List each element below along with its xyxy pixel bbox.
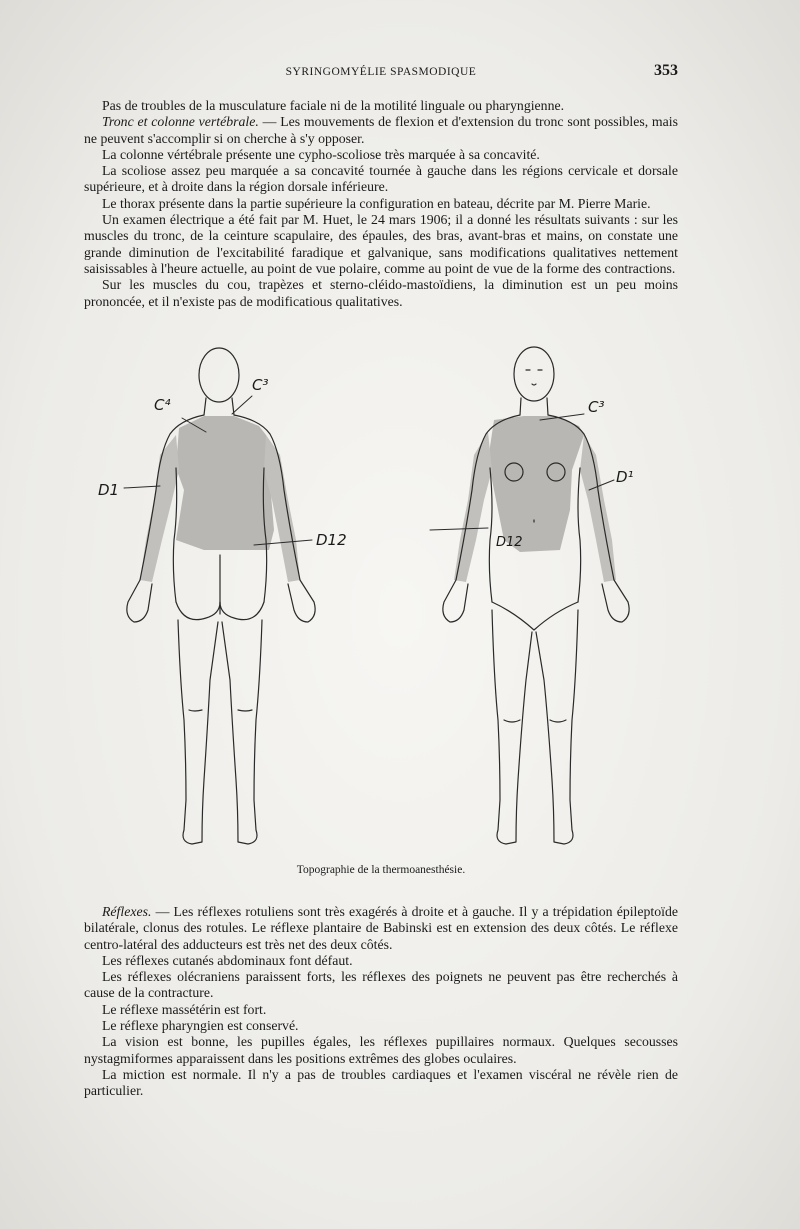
back-shaded-region — [176, 416, 274, 550]
reflexes-text: — Les réflexes rotuliens sont très exagérés à droite et à gauche. Il y a trépidation épileptoïde bilatérale, clonus des rotules. Le réflexe plantaire de Babinski est en extension des deux côtés. Le réflexe centro-latéral des adducteurs est très net des deux côtés. — [84, 904, 678, 952]
tronc-label: Tronc et colonne vertébrale. — [102, 114, 259, 130]
paragraph-examen: Un examen électrique a été fait par M. Huet, le 24 mars 1906; il a donné les résultats suivants : sur les muscles du tronc, de la ceinture scapulaire, des épaules, des bras, avant-bras et mains, on constate une grande diminution de l'excitabilité faradique et galvanique, sans modifications qualitatives nettement saisissables à l'heure actuelle, au point de vue polaire, comme au point de vue de la forme des contractions. — [84, 212, 678, 276]
front-d12-label: D12 — [496, 535, 523, 550]
paragraph-cutanes: Les réflexes cutanés abdominaux font défaut. — [102, 952, 353, 968]
paragraph-tronc — [84, 114, 678, 147]
back-c3-label: C³ — [252, 376, 269, 394]
back-figure — [124, 348, 315, 844]
paragraph-vision: La vision est bonne, les pupilles égales, les réflexes pupillaires normaux. Quelques secousses nystagmiformes apparaissent dans les positions extrêmes des globes oculaires. — [84, 1034, 678, 1066]
paragraph-thorax: Le thorax présente dans la partie supérieure la configuration en bateau, décrite par M. Pierre Marie. — [102, 195, 651, 211]
figure-caption: Topographie de la thermoanesthésie. — [296, 864, 466, 876]
back-c4-label: C⁴ — [154, 396, 171, 414]
paragraph-colonne: La colonne vértébrale présente une cypho-scoliose très marquée à sa concavité. — [102, 146, 540, 162]
page-header — [84, 62, 678, 86]
page-number: 353 — [654, 62, 678, 79]
paragraph-miction: La miction est normale. Il n'y a pas de troubles cardiaques et l'examen viscéral ne révèle rien de particulier. — [84, 1066, 678, 1099]
front-d1-label: D¹ — [616, 468, 634, 486]
paragraph-facial: Pas de troubles de la musculature faciale ni de la motilité linguale ou pharyngienne. — [102, 98, 565, 113]
body-chart-figure — [84, 340, 678, 860]
bottom-text-block — [84, 904, 678, 1100]
paragraph-pharyngien: Le réflexe pharyngien est conservé. — [102, 1018, 299, 1034]
reflexes-label: Réflexes. — [102, 904, 152, 919]
back-d12-label: D12 — [316, 531, 347, 549]
paragraph-masseterin: Le réflexe massétérin est fort. — [102, 1001, 267, 1017]
front-figure — [430, 347, 629, 844]
tronc-text: — Les mouvements de flexion et d'extension du tronc sont possibles, mais ne peuvent s'accomplir si on cherche à s'y opposer. — [84, 114, 678, 146]
paragraph-muscles-cou: Sur les muscles du cou, trapèzes et sterno-cléido-mastoïdiens, la diminution est un peu moins prononcée, et il n'existe pas de modificatious qualitatives. — [84, 277, 678, 309]
paragraph-olecraniens: Les réflexes olécraniens paraissent forts, les réflexes des poignets ne peuvent pas être recherchés à cause de la contracture. — [84, 969, 678, 1001]
paragraph-scoliose: La scoliose assez peu marquée a sa concavité tournée à gauche dans les régions cervicale et dorsale supérieure, et à droite dans la région dorsale inférieure. — [84, 163, 678, 195]
front-shaded-region — [488, 416, 584, 552]
top-text-block — [84, 98, 678, 310]
running-head: SYRINGOMYÉLIE SPASMODIQUE — [285, 66, 477, 78]
paragraph-reflexes — [84, 904, 678, 953]
back-d1-label: D1 — [98, 481, 120, 499]
front-c3-label: C³ — [588, 398, 605, 416]
body-chart-svg — [84, 340, 678, 860]
